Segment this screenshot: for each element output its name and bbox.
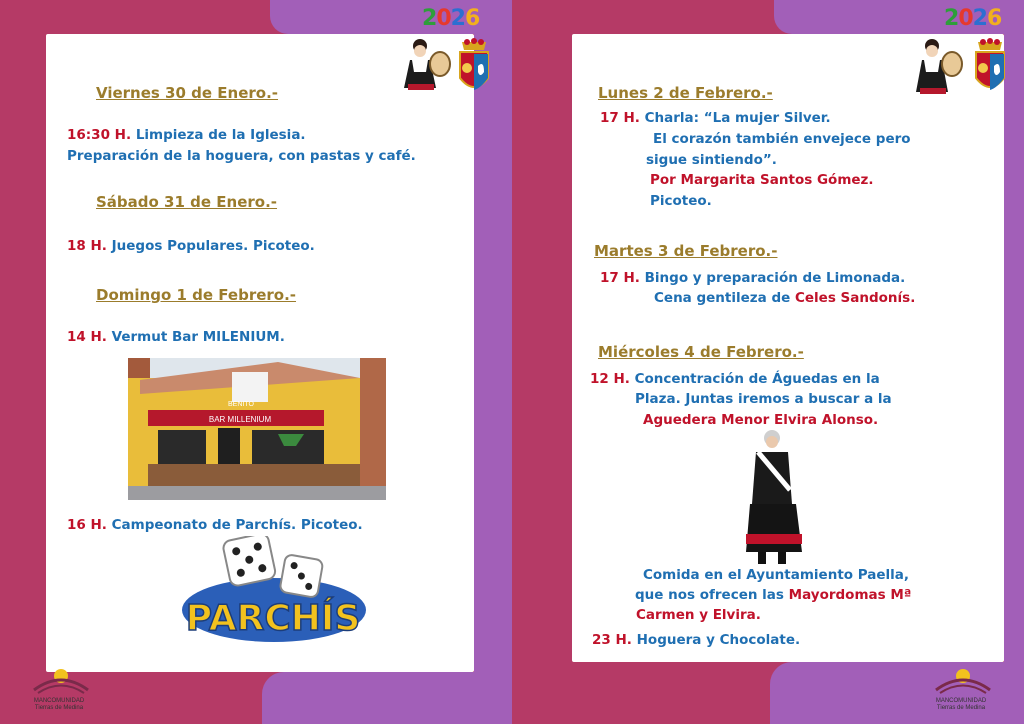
heading-domingo: Domingo 1 de Febrero.- bbox=[96, 286, 297, 304]
bar-sign-text: BAR MILLENIUM bbox=[208, 415, 272, 424]
heading-viernes: Viernes 30 de Enero.- bbox=[96, 84, 279, 102]
event-text: Limpieza de la Iglesia. bbox=[135, 127, 306, 143]
event-text: Vermut Bar MILENIUM. bbox=[111, 329, 285, 345]
event-text: Hoguera y Chocolate. bbox=[636, 632, 801, 648]
event-line bbox=[67, 238, 315, 254]
event-time: 16:30 H. bbox=[67, 127, 132, 143]
event-text: Picoteo. bbox=[650, 193, 712, 209]
footer-logo-line2: Tierras de Medina bbox=[34, 705, 84, 711]
sponsor-name: Celes Sandonís. bbox=[794, 290, 916, 306]
aguedera-name: Aguedera Menor Elvira Alonso. bbox=[643, 412, 879, 428]
event-text: Preparación de la hoguera, con pastas y café. bbox=[67, 148, 416, 164]
event-text: Charla: “La mujer Silver. bbox=[644, 110, 831, 126]
event-time: 16 H. bbox=[67, 517, 107, 533]
event-time: 12 H. bbox=[590, 371, 630, 387]
event-line bbox=[67, 127, 306, 143]
purple-band-bottom bbox=[262, 672, 512, 724]
heading-miercoles: Miércoles 4 de Febrero.- bbox=[598, 343, 804, 361]
event-line bbox=[590, 371, 880, 387]
event-text: Bingo y preparación de Limonada. bbox=[644, 270, 906, 286]
event-text: Campeonato de Parchís. Picoteo. bbox=[111, 517, 363, 533]
parchis-logo-text: PARCHÍS bbox=[185, 598, 361, 639]
event-text: sigue sintiendo”. bbox=[646, 152, 777, 168]
speaker-name: Por Margarita Santos Gómez. bbox=[650, 172, 874, 188]
aguedera-photo bbox=[742, 428, 806, 568]
event-text: Cena gentileza de bbox=[654, 290, 795, 306]
parchis-logo bbox=[176, 536, 370, 652]
footer-logo-line1: MANCOMUNIDAD bbox=[33, 698, 85, 704]
event-time: 23 H. bbox=[592, 632, 632, 648]
coat-of-arms-icon bbox=[456, 38, 492, 98]
event-time: 14 H. bbox=[67, 329, 107, 345]
tambourine-girl-icon bbox=[912, 36, 966, 98]
bar-sign-small: BENITO bbox=[228, 401, 254, 408]
purple-band-right bbox=[474, 0, 512, 724]
right-page bbox=[512, 0, 1024, 724]
mancomunidad-logo bbox=[926, 666, 996, 712]
purple-band-right bbox=[1004, 0, 1024, 724]
event-line bbox=[67, 329, 285, 345]
event-line bbox=[600, 270, 905, 286]
event-time: 17 H. bbox=[600, 270, 640, 286]
mancomunidad-logo bbox=[24, 666, 94, 712]
coat-of-arms-icon bbox=[972, 38, 1008, 98]
event-text: Juegos Populares. Picoteo. bbox=[111, 238, 315, 254]
event-text: Plaza. Juntas iremos a buscar a la bbox=[635, 391, 892, 407]
event-line bbox=[654, 290, 915, 306]
event-text: que nos ofrecen las bbox=[635, 587, 789, 603]
event-time: 18 H. bbox=[67, 238, 107, 254]
event-line bbox=[67, 517, 363, 533]
footer-logo-line1: MANCOMUNIDAD bbox=[935, 698, 987, 704]
event-text: Comida en el Ayuntamiento Paella, bbox=[643, 567, 910, 583]
heading-martes: Martes 3 de Febrero.- bbox=[594, 242, 778, 260]
tambourine-girl-icon bbox=[400, 36, 454, 94]
bar-milenium-photo bbox=[128, 358, 386, 500]
heading-sabado: Sábado 31 de Enero.- bbox=[96, 193, 278, 211]
heading-lunes: Lunes 2 de Febrero.- bbox=[598, 84, 773, 102]
event-line bbox=[635, 587, 911, 603]
event-text: Concentración de Águedas en la bbox=[634, 371, 880, 387]
year-logo: 2026 bbox=[944, 6, 1002, 31]
event-line bbox=[600, 110, 831, 126]
event-text: El corazón también envejece pero bbox=[653, 131, 911, 147]
event-time: 17 H. bbox=[600, 110, 640, 126]
event-line bbox=[592, 632, 800, 648]
footer-logo-line2: Tierras de Medina bbox=[936, 705, 986, 711]
mayordomas-name: Mayordomas Mª bbox=[788, 587, 912, 603]
mayordomas-name: Carmen y Elvira. bbox=[636, 607, 761, 623]
year-logo: 2026 bbox=[422, 6, 480, 31]
